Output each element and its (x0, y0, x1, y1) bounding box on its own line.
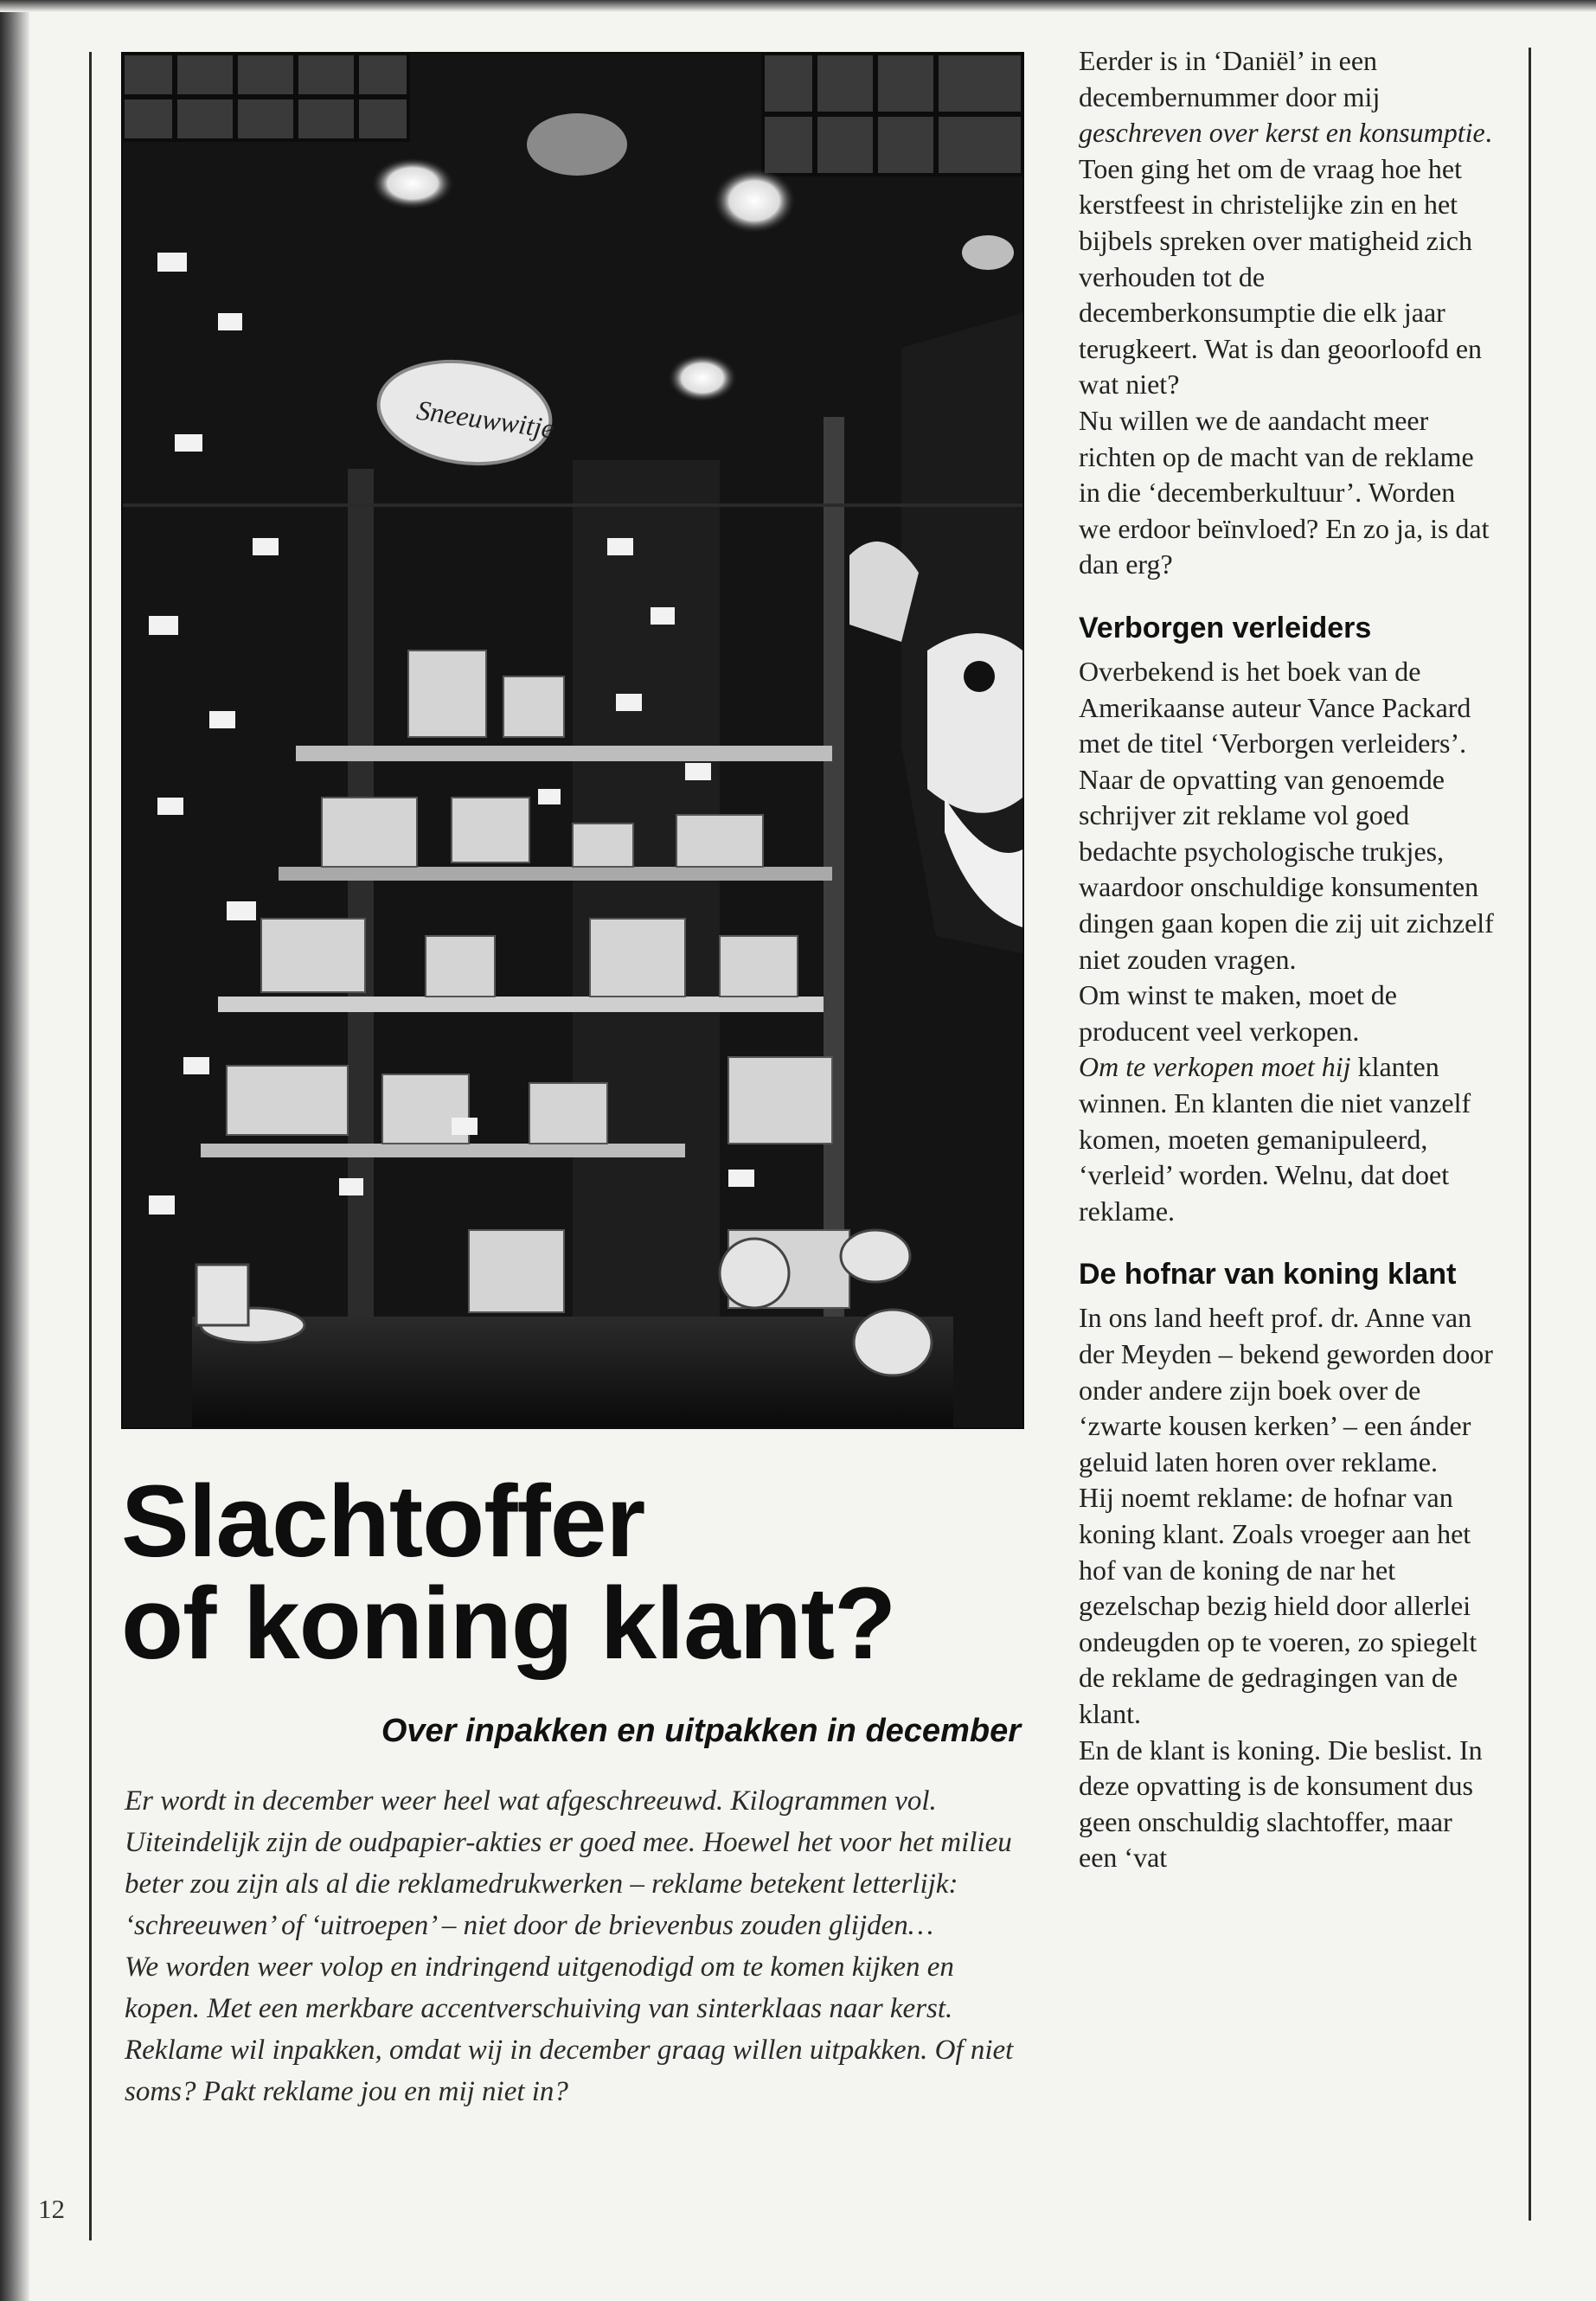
scan-edge (0, 0, 29, 2301)
intro-paragraph: Eerder is in ‘Daniël’ in een decembernummer door mij geschreven over kerst en konsumptie. Toen ging het om de vraag hoe het kerstfeest in christelijke zin en het bijbels spreken over matigheid zich verhouden tot de decemberkonsumptie die elk jaar terugkeert. Wat is dan geoorloofd en wat niet? (1079, 45, 1492, 401)
section-heading-hofnar: De hofnar van koning klant (1079, 1258, 1457, 1292)
shop-window-photo (121, 52, 1024, 1429)
section2-paragraph: En de klant is koning. Die beslist. In deze opvatting is de konsument dus geen onschuldig slachtoffer, maar een ‘vat (1079, 1734, 1483, 1874)
section1-paragraph: Om winst te maken, moet de producent veel verkopen. (1079, 979, 1397, 1047)
headline-line-1: Slachtoffer (121, 1465, 645, 1579)
left-margin-rule (89, 52, 92, 2240)
article-subtitle: Over inpakken en uitpakken in december (381, 1713, 1021, 1749)
right-text-column (1079, 43, 1494, 1876)
headline-line-2: of koning klant? (121, 1567, 896, 1681)
lead-paragraph: Er wordt in december weer heel wat afgeschreeuwd. Kilogrammen vol. Uiteindelijk zijn de oudpapier-akties er goed mee. Hoewel het voor het milieu beter zou zijn als al die reklamedrukwerken – reklame betekent letterlijk: ‘schreeuwen’ of ‘uitroepen’ – niet door de brievenbus zouden glijden… (125, 1785, 1012, 1941)
sneeuwwitje-sign: Sneeuwwitje (414, 394, 556, 445)
section2-paragraph: Hij noemt reklame: de hofnar van koning klant. Zoals vroeger aan het hof van de koning de nar het gezelschap bezig hield door allerlei ondeugden op te voeren, zo spiegelt de reklame de gedragingen van de klant. (1079, 1482, 1477, 1729)
scan-edge-top (0, 0, 1596, 12)
page-number: 12 (38, 2194, 65, 2224)
article-headline (121, 1465, 1021, 1681)
lead-paragraph: Reklame wil inpakken, omdat wij in december graag willen uitpakken. Of niet soms? Pakt reklame jou en mij niet in? (125, 2035, 1014, 2107)
section-heading-verborgen-verleiders: Verborgen verleiders (1079, 611, 1372, 644)
shop-window-illustration (123, 54, 1022, 1427)
section1-paragraph: Om te verkopen moet hij klanten winnen. En klanten die niet vanzelf komen, moeten gemanipuleerd, ‘verleid’ worden. Welnu, dat doet reklame. (1079, 1051, 1471, 1227)
section2-paragraph: In ons land heeft prof. dr. Anne van der Meyden – bekend geworden door onder andere zijn boek over de ‘zwarte kousen kerken’ – een ánder geluid laten horen over reklame. (1079, 1302, 1493, 1477)
lead-paragraphs (125, 1780, 1024, 2112)
lead-paragraph: We worden weer volop en indringend uitgenodigd om te komen kijken en kopen. Met een merkbare accentverschuiving van sinterklaas naar kerst. (125, 1952, 954, 2024)
intro-paragraph-2: Nu willen we de aandacht meer richten op de macht van de reklame in die ‘decemberkultuur’. Worden we erdoor beïnvloed? En zo ja, is dat dan erg? (1079, 404, 1490, 580)
section1-paragraph: Overbekend is het boek van de Amerikaanse auteur Vance Packard met de titel ‘Verborgen verleiders’. Naar de opvatting van genoemde schrijver zit reklame vol goed bedachte psychologische trukjes, waardoor onschuldige konsumenten dingen gaan kopen die zij uit zichzelf niet zouden vragen. (1079, 655, 1494, 975)
right-margin-rule (1529, 48, 1531, 2221)
